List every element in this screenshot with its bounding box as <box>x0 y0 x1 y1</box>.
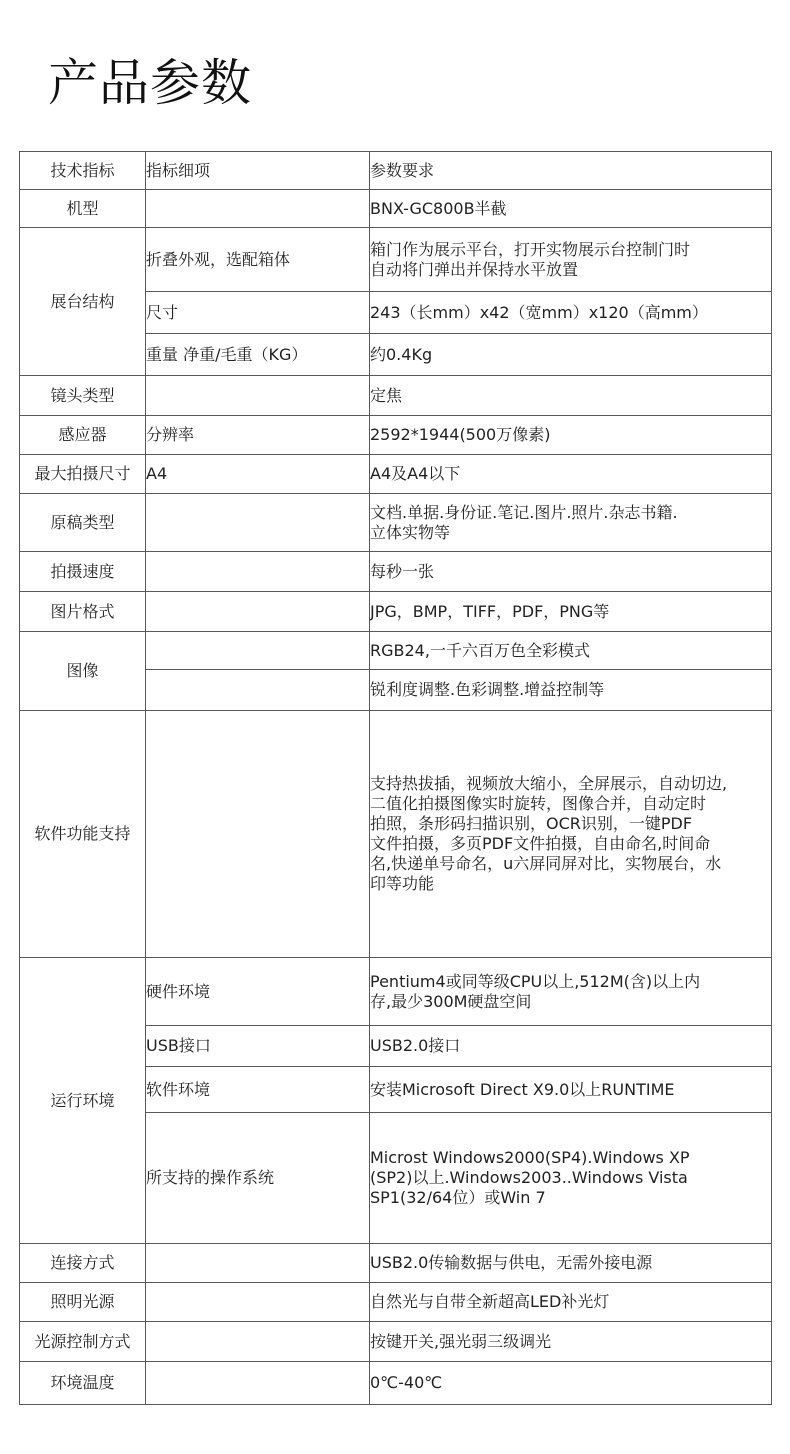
lens-row <box>20 376 772 416</box>
image-item-1 <box>146 632 370 670</box>
light-control-label: 光源控制方式 <box>20 1322 146 1362</box>
temperature-item <box>146 1362 370 1405</box>
runtime-os-line-2: (SP2)以上.Windows2003..Windows Vista <box>370 1168 688 1187</box>
runtime-hardware-line-2: 存,最少300M硬盘空间 <box>370 991 532 1011</box>
software-line-6: 印等功能 <box>370 874 435 893</box>
software-line-5: 名,快递单号命名，u六屏同屏对比，实物展台，水 <box>370 854 722 873</box>
runtime-label: 运行环境 <box>20 958 146 1244</box>
speed-value: 每秒一张 <box>370 552 772 592</box>
max-size-label: 最大拍摄尺寸 <box>20 455 146 494</box>
originals-line-2: 立体实物等 <box>370 522 451 542</box>
runtime-hardware-item: 硬件环境 <box>146 958 370 1026</box>
light-control-value: 按键开关,强光弱三级调光 <box>370 1322 772 1362</box>
runtime-usb-value: USB2.0接口 <box>370 1026 772 1067</box>
runtime-os-item: 所支持的操作系统 <box>146 1113 370 1244</box>
structure-appearance-value <box>370 228 772 292</box>
connection-value: USB2.0传输数据与供电，无需外接电源 <box>370 1244 772 1283</box>
runtime-usb-item: USB接口 <box>146 1026 370 1067</box>
format-label: 图片格式 <box>20 592 146 632</box>
sensor-row <box>20 416 772 455</box>
software-line-2: 二值化拍摄图像实时旋转，图像合并，自动定时 <box>370 794 707 813</box>
structure-weight-value: 约0.4Kg <box>370 334 772 376</box>
structure-appearance-item: 折叠外观，选配箱体 <box>146 228 370 292</box>
header-parameter-requirement: 参数要求 <box>370 152 772 190</box>
structure-appearance-line-2: 自动将门弹出并保持水平放置 <box>370 259 579 279</box>
structure-size-value: 243（长mm）x42（宽mm）x120（高mm） <box>370 292 772 334</box>
header-indicator-detail: 指标细项 <box>146 152 370 190</box>
image-row-1 <box>20 632 772 670</box>
speed-item <box>146 552 370 592</box>
max-size-row <box>20 455 772 494</box>
light-control-row <box>20 1322 772 1362</box>
originals-line-1: 文档.单据.身份证.笔记.图片.照片.杂志书籍. <box>370 502 678 522</box>
runtime-os-line-1: Microst Windows2000(SP4).Windows XP <box>370 1148 690 1167</box>
runtime-software-value: 安装Microsoft Direct X9.0以上RUNTIME <box>370 1067 772 1113</box>
software-value <box>370 711 772 958</box>
originals-row <box>20 494 772 552</box>
connection-item <box>146 1244 370 1283</box>
max-size-item: A4 <box>146 455 370 494</box>
lens-label: 镜头类型 <box>20 376 146 416</box>
lighting-label: 照明光源 <box>20 1283 146 1322</box>
sensor-item: 分辨率 <box>146 416 370 455</box>
model-label: 机型 <box>20 190 146 228</box>
temperature-label: 环境温度 <box>20 1362 146 1405</box>
structure-size-item: 尺寸 <box>146 292 370 334</box>
runtime-hardware-line-1: Pentium4或同等级CPU以上,512M(含)以上内 <box>370 971 701 991</box>
image-label: 图像 <box>20 632 146 711</box>
runtime-os-line-3: SP1(32/64位）或Win 7 <box>370 1188 546 1207</box>
software-label: 软件功能支持 <box>20 711 146 958</box>
software-item <box>146 711 370 958</box>
lens-item <box>146 376 370 416</box>
structure-row-appearance <box>20 228 772 292</box>
originals-item <box>146 494 370 552</box>
structure-weight-item: 重量 净重/毛重（KG） <box>146 334 370 376</box>
software-line-1: 支持热拔插，视频放大缩小，全屏展示，自动切边, <box>370 774 728 793</box>
lighting-item <box>146 1283 370 1322</box>
spec-table <box>19 151 772 1405</box>
lighting-value: 自然光与自带全新超高LED补光灯 <box>370 1283 772 1322</box>
light-control-item <box>146 1322 370 1362</box>
format-row <box>20 592 772 632</box>
temperature-value: 0℃-40℃ <box>370 1362 772 1405</box>
header-tech-indicator: 技术指标 <box>20 152 146 190</box>
runtime-row-hardware <box>20 958 772 1026</box>
format-item <box>146 592 370 632</box>
connection-label: 连接方式 <box>20 1244 146 1283</box>
image-value-2: 锐利度调整.色彩调整.增益控制等 <box>370 670 772 711</box>
page-title: 产品参数 <box>48 54 252 112</box>
runtime-software-item: 软件环境 <box>146 1067 370 1113</box>
format-value: JPG，BMP，TIFF，PDF，PNG等 <box>370 592 772 632</box>
runtime-os-value <box>370 1113 772 1244</box>
software-line-4: 文件拍摄，多页PDF文件拍摄，自由命名,时间命 <box>370 834 711 853</box>
software-row <box>20 711 772 958</box>
connection-row <box>20 1244 772 1283</box>
image-item-2 <box>146 670 370 711</box>
originals-value <box>370 494 772 552</box>
model-row <box>20 190 772 228</box>
runtime-hardware-value <box>370 958 772 1026</box>
structure-appearance-line-1: 箱门作为展示平台，打开实物展示台控制门时 <box>370 239 691 259</box>
image-value-1: RGB24,一千六百万色全彩模式 <box>370 632 772 670</box>
header-row <box>20 152 772 190</box>
model-value: BNX-GC800B半截 <box>370 190 772 228</box>
structure-label: 展台结构 <box>20 228 146 376</box>
originals-label: 原稿类型 <box>20 494 146 552</box>
sensor-label: 感应器 <box>20 416 146 455</box>
sensor-value: 2592*1944(500万像素) <box>370 416 772 455</box>
temperature-row <box>20 1362 772 1405</box>
model-item <box>146 190 370 228</box>
speed-row <box>20 552 772 592</box>
speed-label: 拍摄速度 <box>20 552 146 592</box>
lens-value: 定焦 <box>370 376 772 416</box>
lighting-row <box>20 1283 772 1322</box>
max-size-value: A4及A4以下 <box>370 455 772 494</box>
software-line-3: 拍照，条形码扫描识别，OCR识别，一键PDF <box>370 814 693 833</box>
